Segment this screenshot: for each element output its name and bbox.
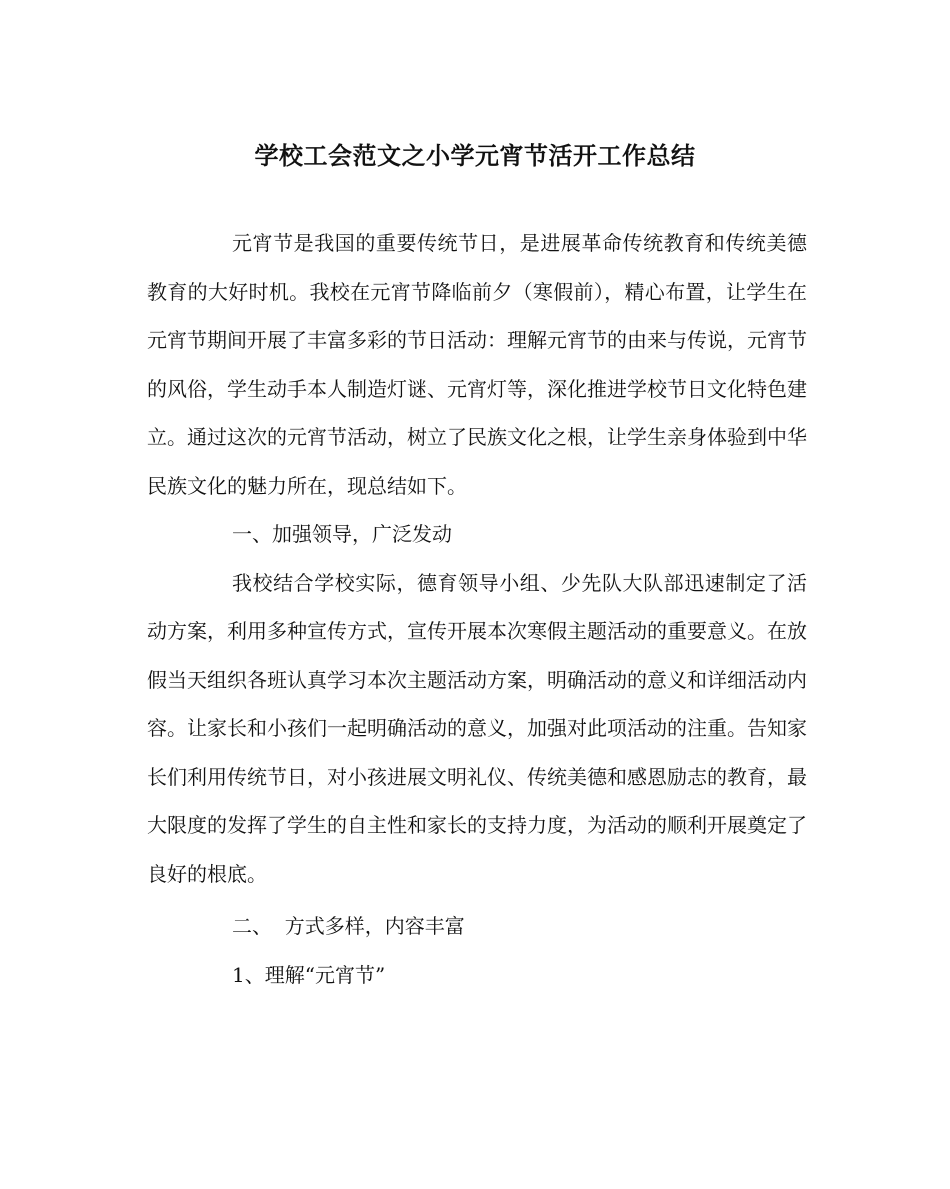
section-heading-1: 一、加强领导，广泛发动: [232, 522, 452, 546]
paragraph-intro: 元宵节是我国的重要传统节日，是进展革命传统教育和传统美德教育的大好时机。我校在元宵节降临前夕（寒假前），精心布置，让学生在元宵节期间开展了丰富多彩的节日活动：理解元宵节的由来与传说，元宵节的风俗，学生动手本人制造灯谜、元宵灯等，深化推进学校节日文化特色建立。通过这次的元宵节活动，树立了民族文化之根，让学生亲身体验到中华民族文化的魅力所在，现总结如下。: [147, 231, 807, 498]
subsection-heading-1: 1、理解“元宵节”: [232, 962, 386, 987]
document-body: [147, 219, 807, 999]
document-title: 学校工会范文之小学元宵节活开工作总结: [254, 141, 696, 170]
paragraph-section-1: 我校结合学校实际，德育领导小组、少先队大队部迅速制定了活动方案，利用多种宣传方式，宣传开展本次寒假主题活动的重要意义。在放假当天组织各班认真学习本次主题活动方案，明确活动的意义和详细活动内容。让家长和小孩们一起明确活动的意义，加强对此项活动的注重。告知家长们利用传统节日，对小孩进展文明礼仪、传统美德和感恩励志的教育，最大限度的发挥了学生的自主性和家长的支持力度，为活动的顺利开展奠定了良好的根底。: [147, 570, 807, 886]
section-heading-2: 二、 方式多样，内容丰富: [232, 914, 465, 938]
